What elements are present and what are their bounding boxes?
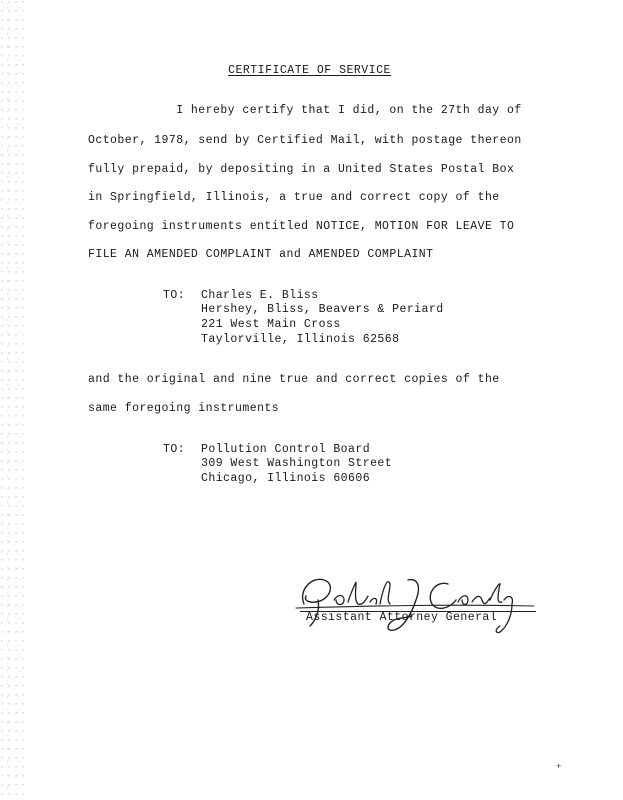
recipient2-line: 309 West Washington Street bbox=[201, 457, 393, 470]
recipient1-to-label: TO: bbox=[163, 289, 186, 302]
signature-title: Assistant Attorney General bbox=[306, 611, 498, 624]
body-line: FILE AN AMENDED COMPLAINT and AMENDED COMPLAINT bbox=[88, 248, 434, 261]
recipient1-line: 221 West Main Cross bbox=[201, 318, 341, 331]
scan-noise-edge bbox=[0, 0, 26, 800]
handwritten-signature bbox=[290, 570, 540, 640]
body-line: I hereby certify that I did, on the 27th day of bbox=[88, 104, 522, 117]
body-line: October, 1978, send by Certified Mail, with postage thereon bbox=[88, 134, 522, 147]
corner-mark: + bbox=[556, 762, 562, 772]
body-line: fully prepaid, by depositing in a United States Postal Box bbox=[88, 163, 515, 176]
body-line: in Springfield, Illinois, a true and correct copy of the bbox=[88, 191, 500, 204]
recipient1-line: Hershey, Bliss, Beavers & Periard bbox=[201, 303, 444, 316]
body-line: foregoing instruments entitled NOTICE, MOTION FOR LEAVE TO bbox=[88, 220, 515, 233]
recipient1-line: Charles E. Bliss bbox=[201, 289, 319, 302]
certificate-title: CERTIFICATE OF SERVICE bbox=[228, 64, 391, 77]
middle-line: and the original and nine true and correct copies of the bbox=[88, 373, 500, 386]
recipient2-line: Pollution Control Board bbox=[201, 443, 371, 456]
middle-line: same foregoing instruments bbox=[88, 402, 280, 415]
recipient2-line: Chicago, Illinois 60606 bbox=[201, 472, 371, 485]
recipient2-to-label: TO: bbox=[163, 443, 186, 456]
recipient1-line: Taylorville, Illinois 62568 bbox=[201, 333, 400, 346]
